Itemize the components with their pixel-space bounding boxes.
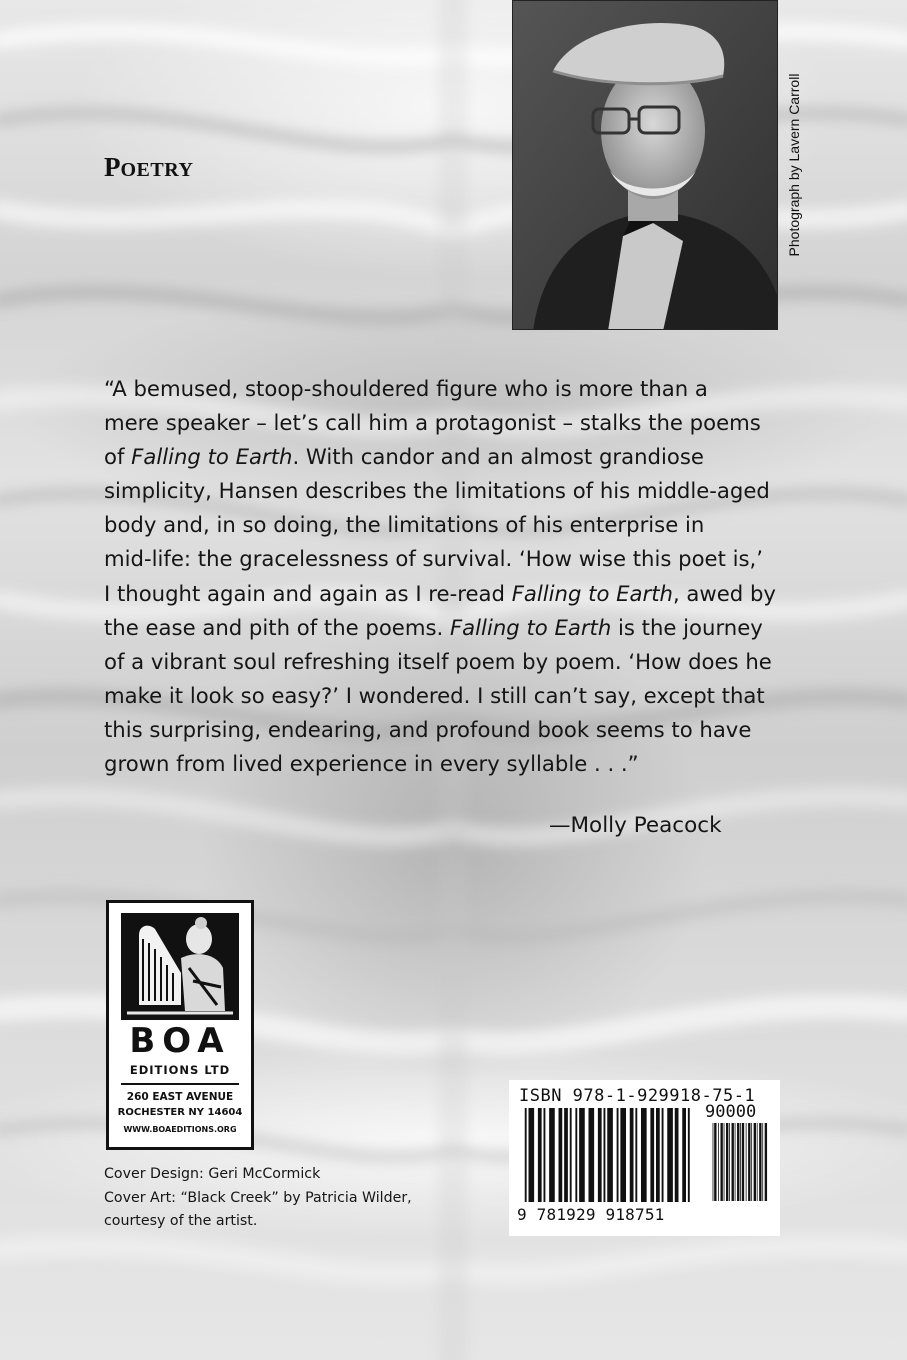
blurb-line (104, 474, 784, 508)
barcode-bar (735, 1123, 736, 1201)
blurb-text: this surprising, endearing, and profound book seems to have (104, 716, 752, 742)
barcode-bar (757, 1123, 758, 1201)
blurb-text: “A bemused, stoop-shouldered figure who is more than a (104, 376, 708, 401)
blurb-text: of a vibrant soul refreshing itself poem by poem. ‘How does he (104, 648, 772, 674)
book-title-italic: Falling to Earth (450, 614, 612, 640)
publisher-address-city: ROCHESTER NY 14604 (117, 1107, 243, 1118)
barcode-bar (667, 1108, 673, 1202)
harp-woodcut-icon (121, 913, 239, 1020)
book-title-italic: Falling to Earth (511, 580, 673, 606)
price-code: 90000 (705, 1102, 757, 1122)
blurb-line (104, 747, 784, 781)
cover-credits (104, 1163, 412, 1234)
isbn-barcode (509, 1080, 780, 1236)
publisher-logo (106, 900, 254, 1150)
ean-digits: 9 781929 918751 (517, 1205, 665, 1224)
barcode-bar (607, 1108, 613, 1202)
blurb-text: I thought again and again as I re-read (104, 580, 512, 606)
blurb-line (104, 679, 784, 713)
barcode-bar (714, 1123, 716, 1201)
publisher-subtitle: EDITIONS LTD (129, 1063, 231, 1077)
blurb-line (104, 508, 784, 542)
cover-art-credit: Cover Art: “Black Creek” by Patricia Wilder, (104, 1189, 412, 1206)
barcode-bar (635, 1108, 637, 1202)
blurb-text: grown from lived experience in every syllable . . .” (104, 751, 639, 777)
cover-design-credit: Cover Design: Geri McCormick (104, 1166, 321, 1182)
isbn-number: ISBN 978-1-929918-75-1 (519, 1086, 756, 1106)
barcode-bar (732, 1123, 734, 1201)
category-label: POETRY (104, 152, 194, 182)
barcode-bar (598, 1108, 602, 1202)
blurb-line (104, 406, 784, 440)
ean-barcode-bars (521, 1108, 701, 1202)
publisher-name: BOA (129, 1021, 231, 1061)
barcode-bar (746, 1123, 747, 1201)
barcode-bar (754, 1123, 756, 1201)
blurb-line (104, 713, 784, 747)
blurb-line (104, 645, 784, 679)
blurb-text: body and, in so doing, the limitations of his enterprise in (104, 512, 705, 538)
blurb-attribution: —Molly Peacock (549, 813, 722, 838)
barcode-bar (662, 1108, 664, 1202)
barcode-bar (759, 1123, 761, 1201)
barcode-bar (737, 1123, 739, 1201)
barcode-bar (718, 1123, 719, 1201)
barcode-bar (538, 1108, 542, 1202)
barcode-bar (620, 1108, 626, 1202)
barcode-bar (729, 1123, 730, 1201)
barcode-bar (675, 1108, 679, 1202)
blurb-line (104, 542, 784, 576)
barcode-bar (748, 1123, 750, 1201)
barcode-bar (564, 1108, 568, 1202)
barcode-bar (765, 1123, 767, 1201)
blurb-line (104, 611, 784, 645)
barcode-bar (630, 1108, 634, 1202)
barcode-bar (726, 1123, 728, 1201)
blurb-text: mere speaker – let’s call him a protagonist – stalks the poems (104, 410, 761, 436)
blurb-text: mid-life: the gracelessness of survival. ‘How wise this poet is,’ (104, 546, 764, 572)
barcode-bar (544, 1108, 546, 1202)
barcode-bar (751, 1123, 752, 1201)
barcode-bar (720, 1123, 722, 1201)
barcode-bar (713, 1123, 714, 1201)
blurb-text: , awed by (672, 580, 776, 606)
barcode-bar (570, 1108, 572, 1202)
author-portrait-image (513, 1, 778, 330)
barcode-bar (641, 1108, 647, 1202)
blurb-text: simplicity, Hansen describes the limitations of his middle-aged (104, 478, 770, 504)
blurb-line (104, 577, 784, 611)
book-title-italic: Falling to Earth (131, 444, 293, 470)
barcode-bar (650, 1108, 654, 1202)
blurb-text: is the journey (611, 614, 763, 640)
barcode-bar (525, 1108, 527, 1202)
barcode-bar (529, 1108, 535, 1202)
blurb-text: . With candor and an almost grandiose (292, 444, 704, 470)
barcode-bar (575, 1108, 577, 1202)
blurb-text: of (104, 444, 132, 470)
author-photo (512, 0, 778, 330)
barcode-bar (589, 1108, 595, 1202)
review-blurb (104, 372, 784, 781)
barcode-bar (579, 1108, 585, 1202)
barcode-bar (617, 1108, 619, 1202)
barcode-bar (724, 1123, 725, 1201)
barcode-bar (559, 1108, 563, 1202)
logo-divider (121, 1083, 239, 1085)
barcode-bar (656, 1108, 660, 1202)
barcode-bar (740, 1123, 741, 1201)
photo-credit: Photograph by Lavern Carroll (786, 73, 802, 257)
barcode-bar (742, 1123, 744, 1201)
blurb-line (104, 440, 784, 474)
blurb-text: the ease and pith of the poems. (104, 614, 450, 640)
barcode-bar (682, 1108, 686, 1202)
price-addon-barcode-bars (711, 1123, 771, 1201)
publisher-website: WWW.BOAEDITIONS.ORG (123, 1125, 237, 1134)
barcode-bar (688, 1108, 690, 1202)
barcode-bar (762, 1123, 763, 1201)
barcode-bar (604, 1108, 606, 1202)
barcode-bar (549, 1108, 555, 1202)
blurb-line (104, 372, 784, 406)
cover-art-courtesy: courtesy of the artist. (104, 1213, 258, 1229)
publisher-address-street: 260 EAST AVENUE (126, 1091, 234, 1103)
blurb-text: make it look so easy?’ I wondered. I still can’t say, except that (104, 682, 765, 708)
